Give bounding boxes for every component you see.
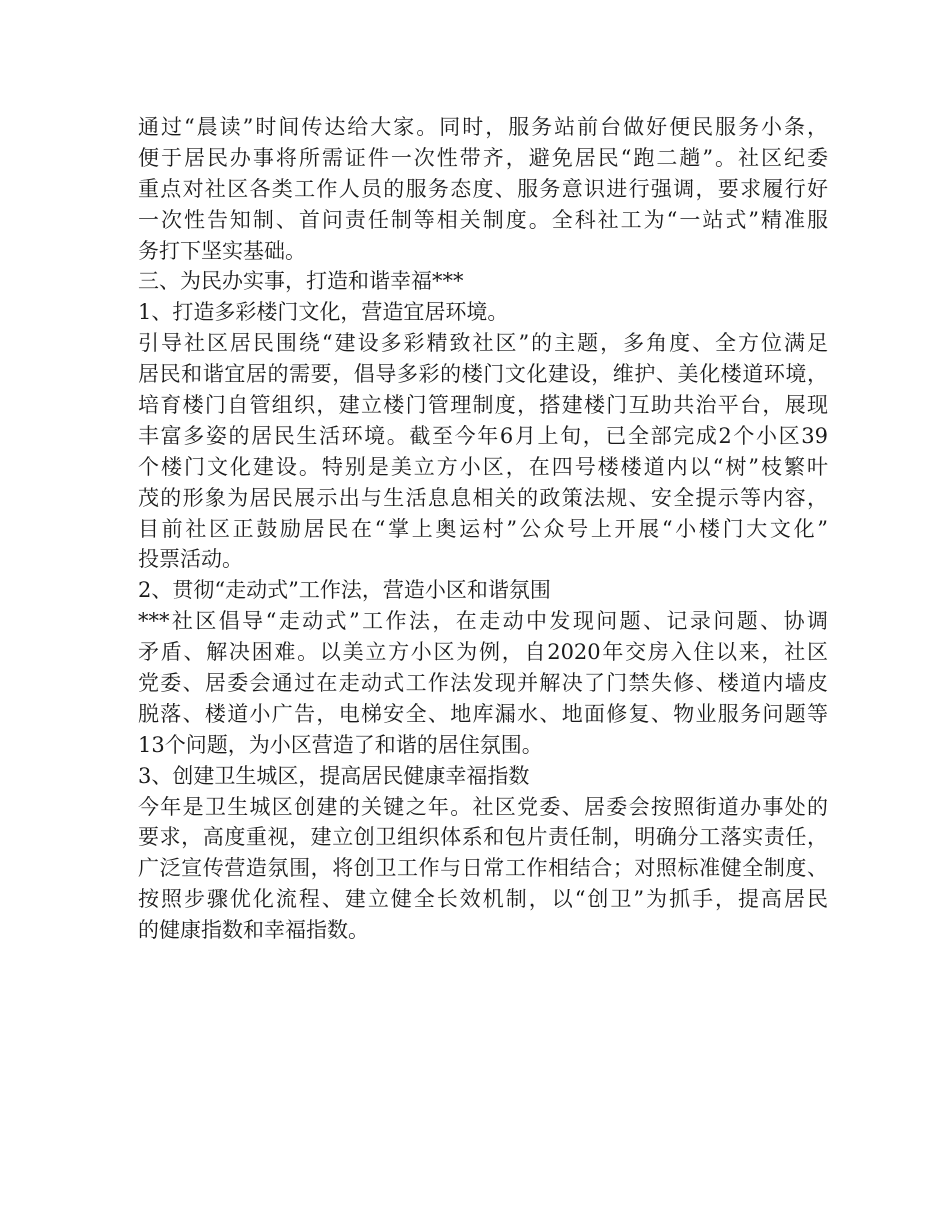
text-line: 一次性告知制、首问责任制等相关制度。全科社工为“一站式”精准服 [138,207,828,232]
text-line: 投票活动。 [138,547,243,572]
text-line: 13个问题，为小区营造了和谐的居住氛围。 [138,732,543,757]
text-line: 的健康指数和幸福指数。 [138,918,369,943]
text-line: ***社区倡导“走动式”工作法，在走动中发现问题、记录问题、协调 [138,609,828,634]
text-line: 党委、居委会通过在走动式工作法发现并解决了门禁失修、楼道内墙皮 [138,671,828,696]
subsection-heading: 1、打造多彩楼门文化，营造宜居环境。 [138,300,509,325]
text-line: 个楼门文化建设。特别是美立方小区，在四号楼楼道内以“树”枝繁叶 [138,454,828,479]
text-line: 引导社区居民围绕“建设多彩精致社区”的主题，多角度、全方位满足 [138,331,828,356]
text-line: 通过“晨读”时间传达给大家。同时，服务站前台做好便民服务小条， [138,115,828,139]
subsection-heading: 2、贯彻“走动式”工作法，营造小区和谐氛围 [138,578,551,603]
text-line: 按照步骤优化流程、建立健全长效机制，以“创卫”为抓手，提高居民 [138,887,828,912]
text-line: 培育楼门自管组织，建立楼门管理制度，搭建楼门互助共治平台，展现 [138,393,828,418]
subsection-heading: 3、创建卫生城区，提高居民健康幸福指数 [138,763,530,788]
text-line: 目前社区正鼓励居民在“掌上奥运村”公众号上开展“小楼门大文化” [138,516,828,541]
text-line: 便于居民办事将所需证件一次性带齐，避免居民“跑二趟”。社区纪委 [138,145,828,170]
text-line: 广泛宣传营造氛围，将创卫工作与日常工作相结合；对照标准健全制度、 [138,856,828,881]
text-line: 脱落、楼道小广告，电梯安全、地库漏水、地面修复、物业服务问题等 [138,701,828,726]
text-line: 居民和谐宜居的需要，倡导多彩的楼门文化建设，维护、美化楼道环境， [138,362,828,387]
document-body [138,112,828,946]
section-heading: 三、为民办实事，打造和谐幸福*** [138,269,464,294]
text-line: 今年是卫生城区创建的关键之年。社区党委、居委会按照街道办事处的 [138,794,828,819]
text-line: 要求，高度重视，建立创卫组织体系和包片责任制，明确分工落实责任， [138,825,828,850]
text-line: 茂的形象为居民展示出与生活息息相关的政策法规、安全提示等内容， [138,485,828,510]
text-line: 矛盾、解决困难。以美立方小区为例，自2020年交房入住以来，社区 [138,640,828,665]
text-line: 丰富多姿的居民生活环境。截至今年6月上旬，已全部完成2个小区39 [138,423,828,448]
text-line: 务打下坚实基础。 [138,238,306,263]
text-line: 重点对社区各类工作人员的服务态度、服务意识进行强调，要求履行好 [138,176,828,201]
